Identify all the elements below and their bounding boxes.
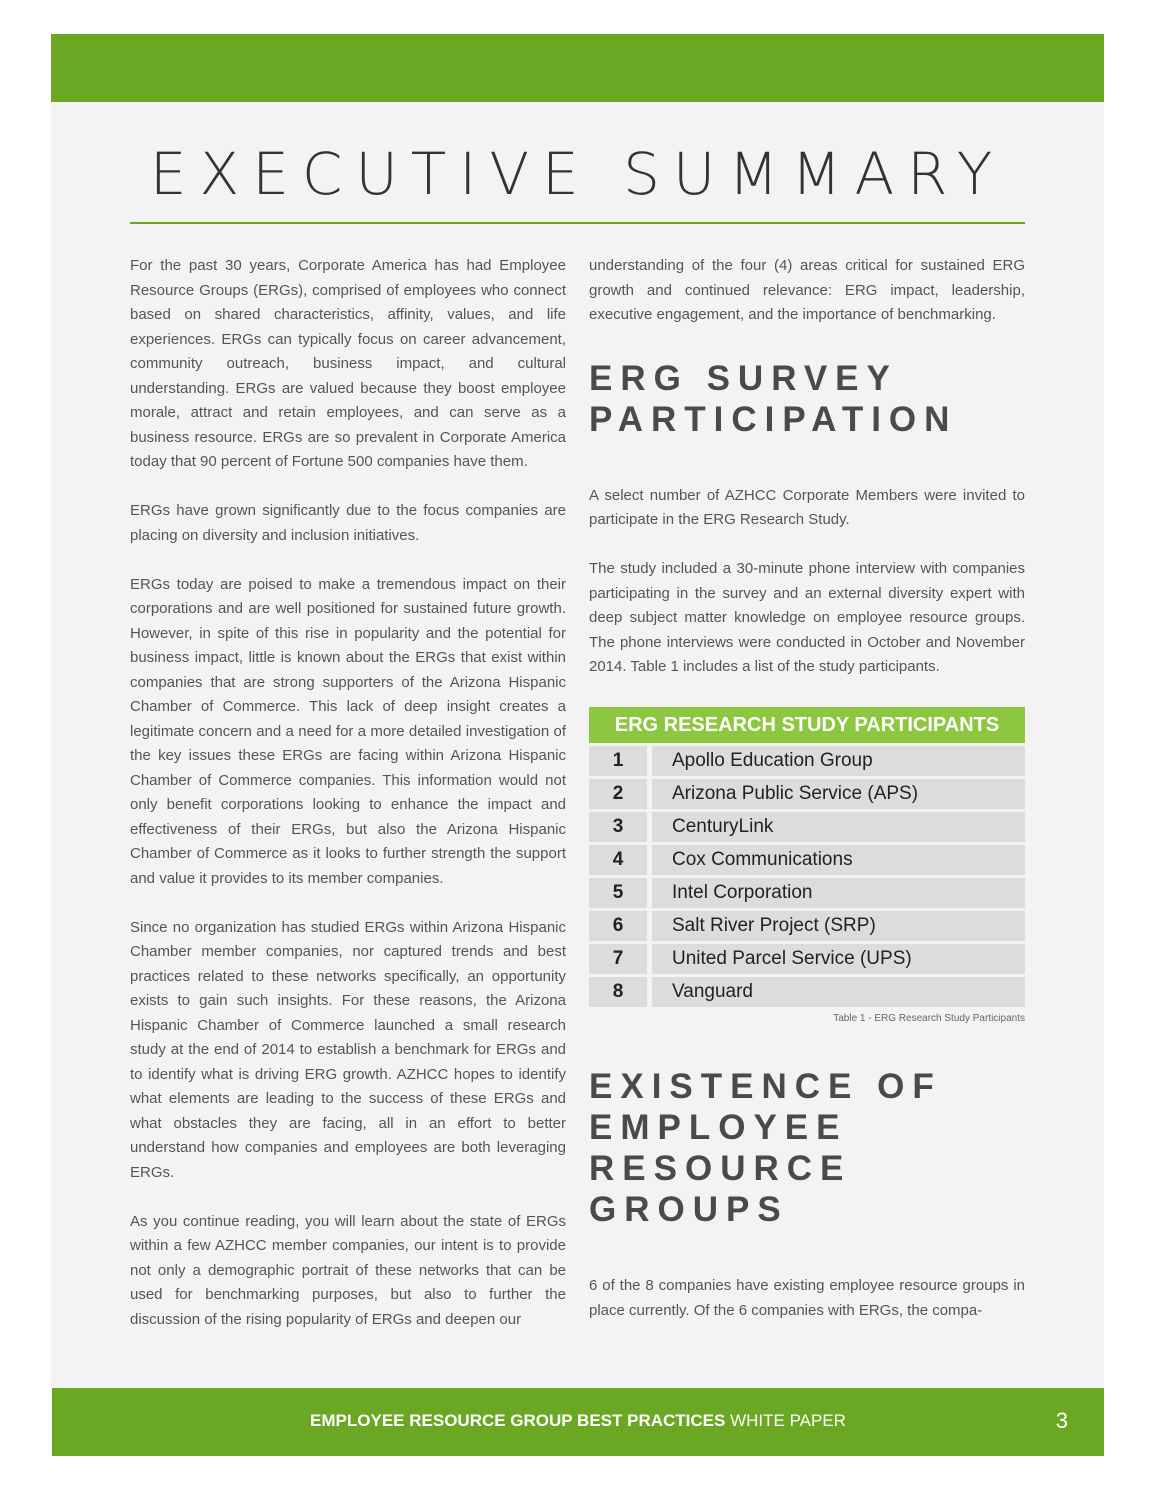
row-number: 2 [589, 779, 652, 809]
paragraph: 6 of the 8 companies have existing employee resource groups in place currently. Of the 6 companies with ERGs, the compa- [589, 1277, 1025, 1319]
row-number: 3 [589, 812, 652, 842]
paragraph: For the past 30 years, Corporate America has had Employee Resource Groups (ERGs), comprised of employees who connect based on shared characteristics, affinity, values, and life experiences. ERGs can typically focus on career advancement, community outreach, business impact, and cultural understanding. ERGs are valued because they boost employee morale, attract and retain employees, and can serve as a business resource. ERGs are so prevalent in Corporate America today that 90 percent of Fortune 500 companies have them. [130, 257, 566, 470]
page [51, 34, 1104, 1456]
participants-table [589, 704, 1025, 1010]
left-column [130, 254, 566, 1357]
page-title: EXECUTIVE SUMMARY [149, 140, 1006, 208]
table-row [589, 746, 1025, 776]
company-name: Vanguard [652, 977, 1025, 1007]
row-number: 8 [589, 977, 652, 1007]
table-caption: Table 1 - ERG Research Study Participants [833, 1013, 1025, 1024]
company-name: United Parcel Service (UPS) [652, 944, 1025, 974]
footer-title-regular: WHITE PAPER [725, 1411, 846, 1430]
paragraph: ERGs today are poised to make a tremendous impact on their corporations and are well positioned for sustained future growth. However, in spite of this rise in popularity and the potential for business impact, little is known about the ERGs that exist within companies that are strong supporters of the Arizona Hispanic Chamber of Commerce. This lack of deep insight creates a legitimate concern and a need for a more detailed investigation of the key issues these ERGs are facing within Arizona Hispanic Chamber of Commerce companies. This information would not only benefit corporations looking to enhance the impact and effectiveness of their ERGs, but also the Arizona Hispanic Chamber of Commerce as it looks to further strength the support and value it provides to its member companies. [130, 575, 566, 887]
company-name: Apollo Education Group [652, 746, 1025, 776]
header-band [51, 34, 1104, 102]
section-heading-existence: EXISTENCE OF EMPLOYEE RESOURCE GROUPS [589, 1067, 942, 1229]
table-row [589, 977, 1025, 1007]
page-number: 3 [1055, 1408, 1068, 1433]
paragraph: ERGs have grown significantly due to the focus companies are placing on diversity and inclusion initiatives. [130, 502, 566, 544]
table-row [589, 845, 1025, 875]
row-number: 7 [589, 944, 652, 974]
company-name: Salt River Project (SRP) [652, 911, 1025, 941]
row-number: 5 [589, 878, 652, 908]
company-name: Cox Communications [652, 845, 1025, 875]
table-header: ERG RESEARCH STUDY PARTICIPANTS [589, 707, 1025, 743]
company-name: Arizona Public Service (APS) [652, 779, 1025, 809]
table-row [589, 911, 1025, 941]
right-column [589, 254, 1025, 1348]
table-row [589, 944, 1025, 974]
table-row [589, 878, 1025, 908]
row-number: 1 [589, 746, 652, 776]
section-heading-survey: ERG SURVEY PARTICIPATION [589, 358, 958, 439]
row-number: 6 [589, 911, 652, 941]
footer-title-bold: EMPLOYEE RESOURCE GROUP BEST PRACTICES [310, 1411, 726, 1430]
footer-band [52, 1388, 1104, 1456]
paragraph: understanding of the four (4) areas critical for sustained ERG growth and continued relevance: ERG impact, leadership, executive engagement, and the importance of benchmarking. [589, 257, 1025, 323]
table-row [589, 812, 1025, 842]
company-name: Intel Corporation [652, 878, 1025, 908]
row-number: 4 [589, 845, 652, 875]
paragraph: A select number of AZHCC Corporate Members were invited to participate in the ERG Research Study. [589, 486, 1025, 528]
footer-title [52, 1411, 1104, 1431]
table-row [589, 779, 1025, 809]
paragraph: Since no organization has studied ERGs within Arizona Hispanic Chamber member companies, nor captured trends and best practices related to these networks specifically, an opportunity exists to gain such insights. For these reasons, the Arizona Hispanic Chamber of Commerce launched a small research study at the end of 2014 to establish a benchmark for ERGs and to identify what is driving ERG growth. AZHCC hopes to identify what elements are leading to the success of these ERGs and what obstacles they are facing, all in an effort to better understand how companies and employees are both leveraging ERGs. [130, 918, 566, 1181]
company-name: CenturyLink [652, 812, 1025, 842]
paragraph: As you continue reading, you will learn about the state of ERGs within a few AZHCC member companies, our intent is to provide not only a demographic portrait of these networks that can be used for benchmarking purposes, but also to further the discussion of the rising popularity of ERGs and deepen our [130, 1212, 566, 1328]
paragraph: The study included a 30-minute phone interview with companies participating in the survey and an external diversity expert with deep subject matter knowledge on employee resource groups. The phone interviews were conducted in October and November 2014. Table 1 includes a list of the study participants. [589, 560, 1025, 675]
title-divider [130, 222, 1025, 224]
